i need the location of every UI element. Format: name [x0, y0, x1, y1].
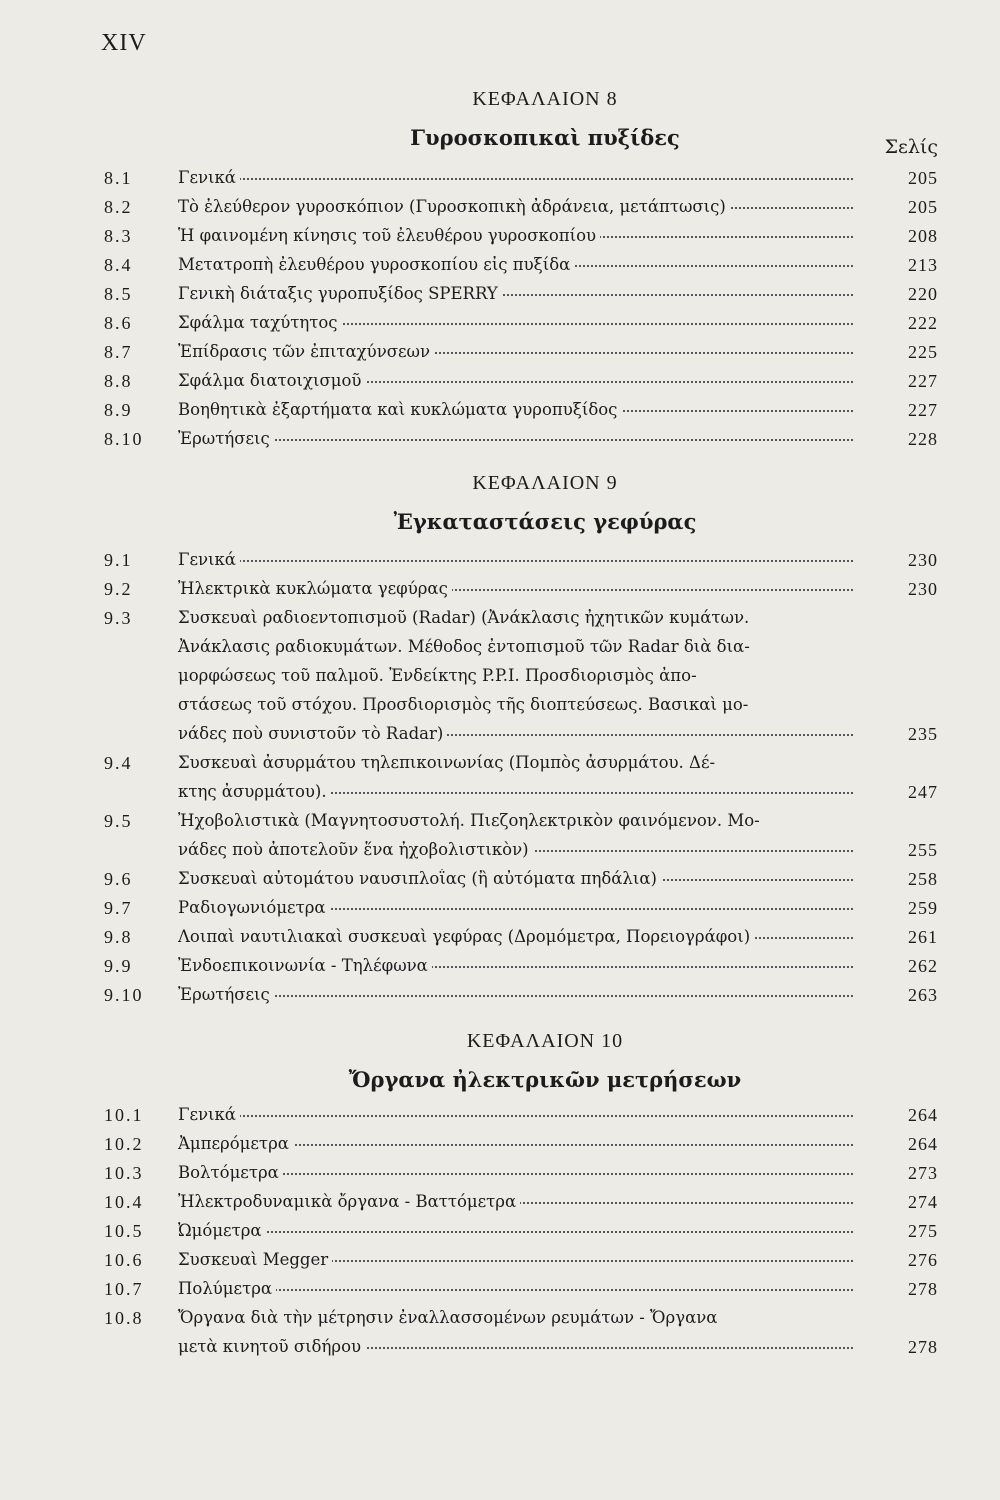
entry-number: 10.2 — [104, 1134, 144, 1154]
entry-title: μετὰ κινητοῦ σιδήρου — [178, 1337, 365, 1356]
entry-page: 213 — [908, 255, 938, 275]
entry-number: 8.8 — [104, 371, 133, 391]
entry-number: 9.3 — [104, 608, 133, 628]
entry-title: Βοηθητικὰ ἐξαρτήματα καὶ κυκλώματα γυροπυξίδος — [178, 400, 621, 419]
entry-page: 264 — [908, 1134, 938, 1154]
entry-number: 8.9 — [104, 400, 133, 420]
entry-page: 227 — [908, 400, 938, 420]
entry-title: Ἡ φαινομένη κίνησις τοῦ ἐλευθέρου γυροσκοπίου — [178, 226, 600, 245]
chapter-9-heading — [0, 472, 1000, 534]
entry-number: 9.1 — [104, 550, 133, 570]
entry-title-with-leader — [178, 371, 853, 390]
entry-page: 263 — [908, 985, 938, 1005]
entry-number: 9.10 — [104, 985, 144, 1005]
entry-number: 10.3 — [104, 1163, 144, 1183]
entry-page: 220 — [908, 284, 938, 304]
entry-page: 208 — [908, 226, 938, 246]
entry-title: Ἐρωτήσεις — [178, 985, 274, 1004]
entry-title-with-leader — [178, 869, 853, 888]
entry-title: Ἐνδοεπικοινωνία - Τηλέφωνα — [178, 956, 432, 975]
entry-page: 276 — [908, 1250, 938, 1270]
entry-title: Τὸ ἐλεύθερον γυροσκόπιον (Γυροσκοπικὴ ἀδράνεια, μετάπτωσις) — [178, 197, 730, 216]
entry-number: 8.1 — [104, 168, 133, 188]
dot-leader — [178, 439, 853, 441]
entry-title-with-leader — [178, 168, 853, 187]
entry-title-with-leader — [178, 1250, 853, 1269]
dot-leader — [178, 560, 853, 562]
entry-page: 205 — [908, 197, 938, 217]
entry-title-line: Ὄργανα διὰ τὴν μέτρησιν ἐναλλασσομένων ρευμάτων - Ὄργανα — [178, 1308, 718, 1327]
chapter-title: Ὄργανα ἠλεκτρικῶν μετρήσεων — [348, 1067, 742, 1092]
entry-page: 227 — [908, 371, 938, 391]
entry-title: Λοιπαὶ ναυτιλιακαὶ συσκευαὶ γεφύρας (Δρομόμετρα, Πορειογράφοι) — [178, 927, 754, 946]
entry-title-with-leader — [178, 985, 853, 1004]
entry-title-with-leader — [178, 197, 853, 216]
chapter-label: ΚΕΦΑΛΑΙΟΝ 8 — [472, 88, 618, 110]
entry-number: 9.6 — [104, 869, 133, 889]
entry-page: 230 — [908, 579, 938, 599]
entry-title: Συσκευαὶ αὐτομάτου ναυσιπλοΐας (ἢ αὐτόματα πηδάλια) — [178, 869, 661, 888]
entry-title: Συσκευαὶ Megger — [178, 1250, 332, 1269]
entry-title: κτης ἀσυρμάτου). — [178, 782, 331, 801]
entry-title: Ἐπίδρασις τῶν ἐπιταχύνσεων — [178, 342, 434, 361]
entry-number: 9.2 — [104, 579, 133, 599]
entry-title: Ὠμόμετρα — [178, 1221, 266, 1240]
entry-title-with-leader — [178, 284, 853, 303]
entry-title-with-leader — [178, 1105, 853, 1124]
entry-page: 259 — [908, 898, 938, 918]
entry-number: 8.5 — [104, 284, 133, 304]
entry-page: 205 — [908, 168, 938, 188]
chapter-label: ΚΕΦΑΛΑΙΟΝ 10 — [466, 1030, 624, 1052]
page-column-header: Σελίς — [884, 136, 938, 158]
entry-title: Γενικὴ διάταξις γυροπυξίδος SPERRY — [178, 284, 502, 303]
entry-title: Ἀμπερόμετρα — [178, 1134, 293, 1153]
entry-title-with-leader — [178, 1337, 853, 1356]
chapter-title: Γυροσκοπικαὶ πυξίδες — [410, 125, 680, 150]
entry-page: 228 — [908, 429, 938, 449]
chapter-8-heading — [0, 88, 1000, 158]
entry-page: 275 — [908, 1221, 938, 1241]
entry-page: 278 — [908, 1279, 938, 1299]
entry-title: Πολύμετρα — [178, 1279, 276, 1298]
entry-number: 9.4 — [104, 753, 133, 773]
entry-title: νάδες ποὺ ἀποτελοῦν ἕνα ἠχοβολιστικὸν) — [178, 840, 533, 859]
entry-title: Ἠλεκτρικὰ κυκλώματα γεφύρας — [178, 579, 452, 598]
entry-title-with-leader — [178, 1163, 853, 1182]
entry-number: 10.5 — [104, 1221, 144, 1241]
entry-page: 230 — [908, 550, 938, 570]
entry-page: 255 — [908, 840, 938, 860]
entry-title-line: Ἠχοβολιστικὰ (Μαγνητοσυστολή. Πιεζοηλεκτρικὸν φαινόμενον. Μο- — [178, 811, 760, 830]
entry-title-line: στάσεως τοῦ στόχου. Προσδιορισμὸς τῆς διοπτεύσεως. Βασικαὶ μο- — [178, 695, 749, 714]
entry-title-with-leader — [178, 400, 853, 419]
entry-number: 10.8 — [104, 1308, 144, 1328]
dot-leader — [178, 1115, 853, 1117]
entry-page: 258 — [908, 869, 938, 889]
entry-title-with-leader — [178, 579, 853, 598]
entry-title-with-leader — [178, 927, 853, 946]
entry-page: 235 — [908, 724, 938, 744]
entry-title: Βολτόμετρα — [178, 1163, 283, 1182]
entry-title-with-leader — [178, 550, 853, 569]
entry-number: 10.4 — [104, 1192, 144, 1212]
entry-title-with-leader — [178, 342, 853, 361]
entry-number: 8.7 — [104, 342, 133, 362]
entry-number: 9.9 — [104, 956, 133, 976]
entry-title-with-leader — [178, 898, 853, 917]
entry-page: 222 — [908, 313, 938, 333]
entry-title: Ἠλεκτροδυναμικὰ ὄργανα - Βαττόμετρα — [178, 1192, 520, 1211]
entry-number: 8.10 — [104, 429, 144, 449]
entry-title-with-leader — [178, 724, 853, 743]
entry-page: 261 — [908, 927, 938, 947]
entry-title-line: μορφώσεως τοῦ παλμοῦ. Ἐνδείκτης P.P.I. Προσδιορισμὸς ἀπο- — [178, 666, 697, 685]
entry-number: 10.6 — [104, 1250, 144, 1270]
entry-page: 278 — [908, 1337, 938, 1357]
entry-title: Γενικά — [178, 168, 240, 187]
entry-number: 8.2 — [104, 197, 133, 217]
entry-title-with-leader — [178, 1279, 853, 1298]
entry-title: Γενικά — [178, 1105, 240, 1124]
entry-number: 9.8 — [104, 927, 133, 947]
entry-number: 8.6 — [104, 313, 133, 333]
entry-title-with-leader — [178, 1221, 853, 1240]
entry-title-line: Ἀνάκλασις ραδιοκυμάτων. Μέθοδος ἐντοπισμοῦ τῶν Radar διὰ δια- — [178, 637, 750, 656]
chapter-title: Ἐγκαταστάσεις γεφύρας — [393, 509, 697, 534]
dot-leader — [178, 178, 853, 180]
entry-title-with-leader — [178, 1134, 853, 1153]
entry-title-with-leader — [178, 226, 853, 245]
entry-title-with-leader — [178, 255, 853, 274]
entry-number: 9.7 — [104, 898, 133, 918]
entry-title: Γενικά — [178, 550, 240, 569]
entry-page: 264 — [908, 1105, 938, 1125]
entry-title-with-leader — [178, 782, 853, 801]
entry-title-line: Συσκευαὶ ἀσυρμάτου τηλεπικοινωνίας (Πομπὸς ἀσυρμάτου. Δέ- — [178, 753, 716, 772]
entry-number: 10.7 — [104, 1279, 144, 1299]
entry-number: 8.3 — [104, 226, 133, 246]
dot-leader — [178, 1289, 853, 1291]
entry-title: Σφάλμα διατοιχισμοῦ — [178, 371, 365, 390]
entry-title-with-leader — [178, 429, 853, 448]
entry-title: Ραδιογωνιόμετρα — [178, 898, 330, 917]
entry-page: 273 — [908, 1163, 938, 1183]
dot-leader — [178, 1231, 853, 1233]
entry-title-line: Συσκευαὶ ραδιοεντοπισμοῦ (Radar) (Ἀνάκλασις ἠχητικῶν κυμάτων. — [178, 608, 750, 627]
chapter-label: ΚΕΦΑΛΑΙΟΝ 9 — [472, 472, 618, 494]
entry-number: 10.1 — [104, 1105, 144, 1125]
entry-number: 8.4 — [104, 255, 133, 275]
chapter-10-heading — [0, 1030, 1000, 1092]
entry-number: 9.5 — [104, 811, 133, 831]
entry-title: Μετατροπὴ ἐλευθέρου γυροσκοπίου εἰς πυξίδα — [178, 255, 574, 274]
entry-title-with-leader — [178, 840, 853, 859]
entry-page: 247 — [908, 782, 938, 802]
entry-title-with-leader — [178, 956, 853, 975]
entry-title: Ἐρωτήσεις — [178, 429, 274, 448]
entry-page: 274 — [908, 1192, 938, 1212]
entry-page: 225 — [908, 342, 938, 362]
page-number: XIV — [101, 30, 147, 56]
entry-title-with-leader — [178, 1192, 853, 1211]
dot-leader — [178, 995, 853, 997]
entry-page: 262 — [908, 956, 938, 976]
entry-title-with-leader — [178, 313, 853, 332]
entry-title: Σφάλμα ταχύτητος — [178, 313, 342, 332]
entry-title: νάδες ποὺ συνιστοῦν τὸ Radar) — [178, 724, 447, 743]
